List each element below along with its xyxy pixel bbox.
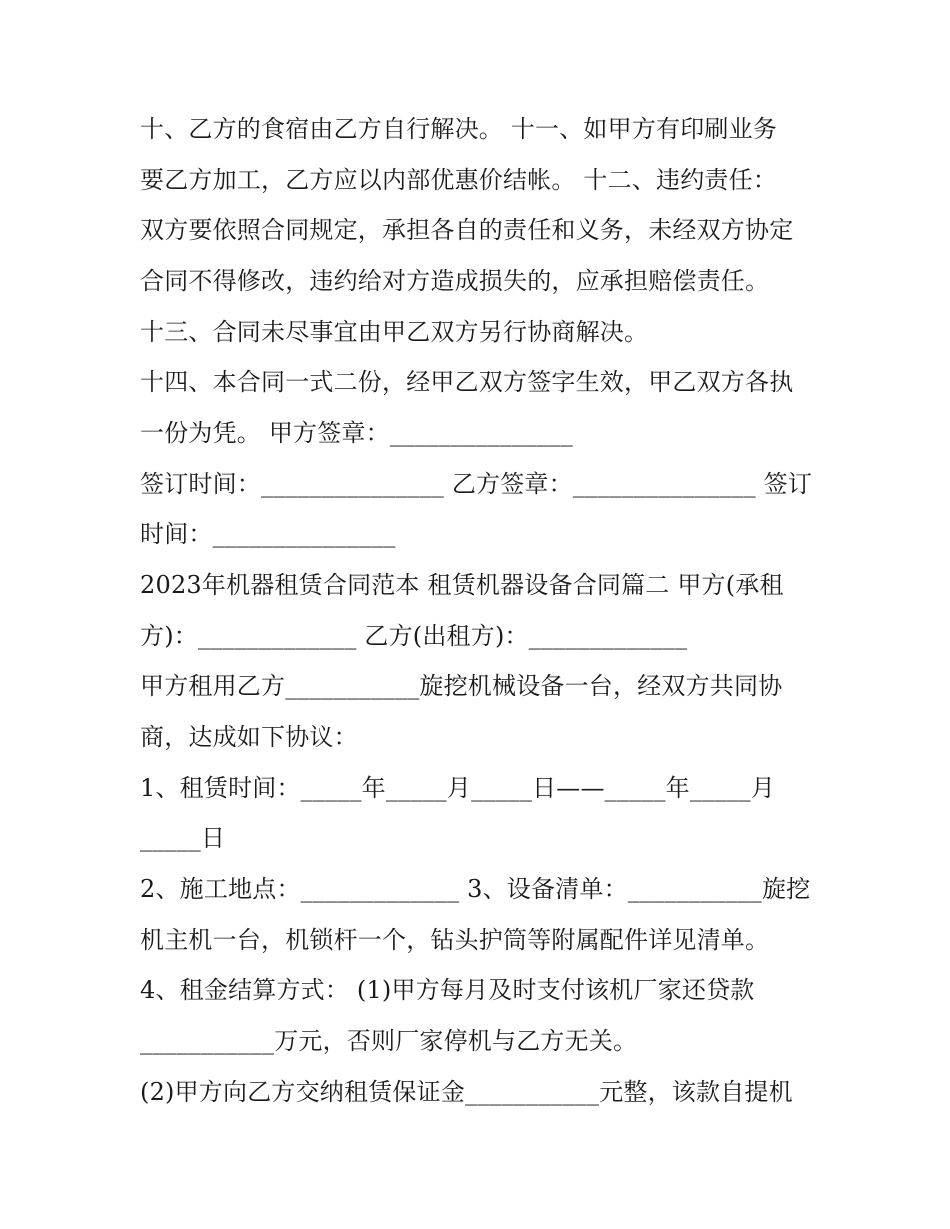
- text-line: _____日: [140, 824, 226, 852]
- text-line: 十三、合同未尽事宜由甲乙双方另行协商解决。: [140, 318, 649, 346]
- text-line: (2)甲方向乙方交纳租赁保证金___________元整，该款自提机: [140, 1078, 793, 1106]
- text-line: 商，达成如下协议：: [140, 723, 358, 751]
- text-line: 十、乙方的食宿由乙方自行解决。 十一、如甲方有印刷业务: [140, 115, 778, 143]
- text-line: 时间：_______________: [140, 520, 396, 548]
- text-line: 机主机一台，机锁杆一个，钻头护筒等附属配件详见清单。: [140, 926, 770, 954]
- text-line: 十四、本合同一式二份，经甲乙双方签字生效，甲乙双方各执: [140, 368, 794, 396]
- text-line: 1、租赁时间：_____年_____月_____日——_____年_____月: [140, 774, 776, 802]
- text-line: ___________万元，否则厂家停机与乙方无关。: [140, 1027, 638, 1055]
- text-line: 2、施工地点：_____________ 3、设备清单：___________旋挖: [140, 875, 811, 903]
- text-line: 要乙方加工，乙方应以内部优惠价结帐。 十二、违约责任：: [140, 166, 778, 194]
- text-line: 4、租金结算方式： (1)甲方每月及时支付该机厂家还贷款: [140, 976, 755, 1004]
- text-line: 甲方租用乙方___________旋挖机械设备一台，经双方共同协: [140, 672, 783, 700]
- text-line: 签订时间：_______________ 乙方签章：_______________ 签订: [140, 470, 813, 498]
- text-line: 双方要依照合同规定，承担各自的责任和义务，未经双方协定: [140, 216, 794, 244]
- text-line: 2023年机器租赁合同范本 租赁机器设备合同篇二 甲方(承租: [140, 571, 784, 599]
- text-line: 方)：_____________ 乙方(出租方)：_____________: [140, 622, 688, 650]
- text-line: 合同不得修改，违约给对方造成损失的，应承担赔偿责任。: [140, 267, 770, 295]
- text-line: 一份为凭。 甲方签章：_______________: [140, 419, 573, 447]
